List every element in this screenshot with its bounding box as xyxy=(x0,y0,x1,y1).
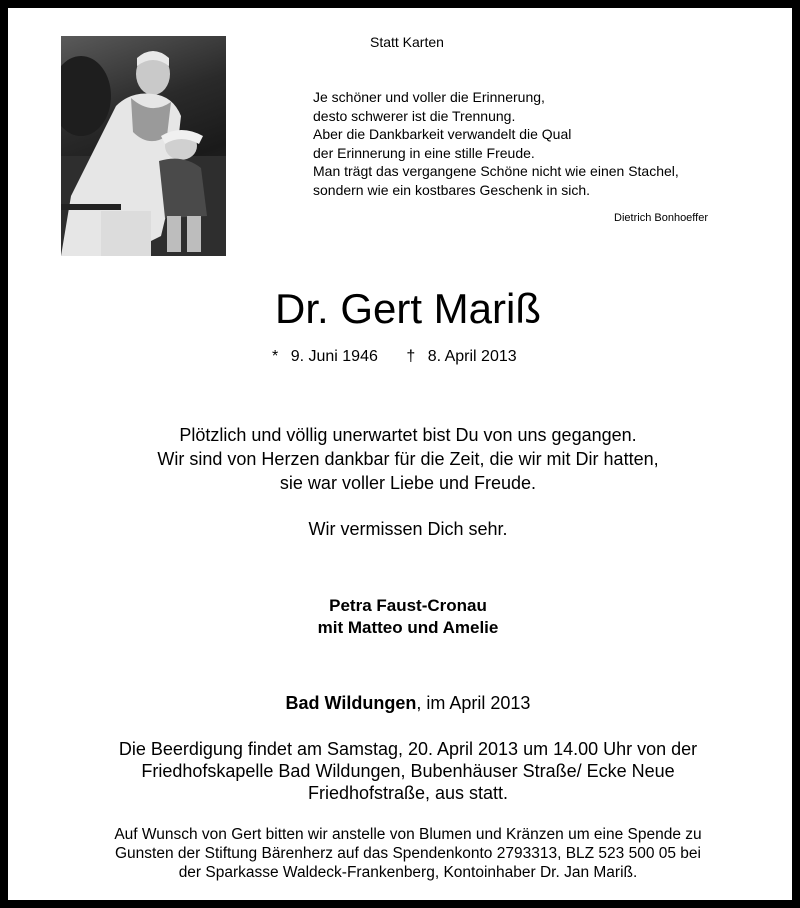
funeral-line: Friedhofskapelle Bad Wildungen, Bubenhäuser Straße/ Ecke Neue xyxy=(141,761,675,781)
family-line-1: Petra Faust-Cronau xyxy=(329,596,487,615)
place-city: Bad Wildungen xyxy=(285,693,417,713)
donation-line: Auf Wunsch von Gert bitten wir anstelle von Blumen und Kränzen um eine Spende zu xyxy=(114,826,702,843)
farewell-message xyxy=(8,423,800,495)
message-line: sie war voller Liebe und Freude. xyxy=(279,473,537,493)
quote-line: desto schwerer ist die Trennung. xyxy=(313,107,516,124)
place-date: , im April 2013 xyxy=(416,693,531,713)
birth-date: 9. Juni 1946 xyxy=(290,348,378,365)
donation-line: Gunsten der Stiftung Bärenherz auf das Spendenkonto 2793313, BLZ 523 500 05 bei xyxy=(115,845,701,862)
bonhoeffer-quote xyxy=(313,88,679,199)
message-line: Wir sind von Herzen dankbar für die Zeit, die wir mit Dir hatten, xyxy=(157,449,659,469)
donation-line: der Sparkasse Waldeck-Frankenberg, Kontoinhaber Dr. Jan Mariß. xyxy=(178,864,638,881)
place-and-date xyxy=(8,693,800,714)
miss-you-line: Wir vermissen Dich sehr. xyxy=(308,519,508,539)
deceased-name: Dr. Gert Mariß xyxy=(274,285,541,332)
message-line: Plötzlich und völlig unerwartet bist Du von uns gegangen. xyxy=(179,425,637,445)
funeral-line: Friedhofstraße, aus statt. xyxy=(307,783,509,803)
family-signature xyxy=(8,595,800,639)
photo-silhouette xyxy=(61,36,226,256)
birth-symbol: * xyxy=(272,348,279,365)
memorial-photo xyxy=(61,36,226,256)
funeral-line: Die Beerdigung findet am Samstag, 20. April 2013 um 14.00 Uhr von der xyxy=(118,739,698,759)
quote-line: Aber die Dankbarkeit verwandelt die Qual xyxy=(313,126,572,142)
quote-line: Man trägt das vergangene Schöne nicht wie einen Stachel, xyxy=(313,163,679,179)
donation-notice xyxy=(8,825,800,882)
death-symbol: † xyxy=(406,348,416,365)
life-dates xyxy=(272,348,517,366)
death-date: 8. April 2013 xyxy=(427,348,517,365)
quote-line: Je schöner und voller die Erinnerung, xyxy=(313,89,545,105)
funeral-notice xyxy=(8,738,800,804)
quote-line: der Erinnerung in eine stille Freude. xyxy=(313,144,535,161)
quote-line: sondern wie ein kostbares Geschenk in sich. xyxy=(313,181,591,198)
statt-karten-heading: Statt Karten xyxy=(370,34,444,50)
family-line-2: mit Matteo und Amelie xyxy=(317,618,499,637)
quote-author: Dietrich Bonhoeffer xyxy=(614,212,708,224)
